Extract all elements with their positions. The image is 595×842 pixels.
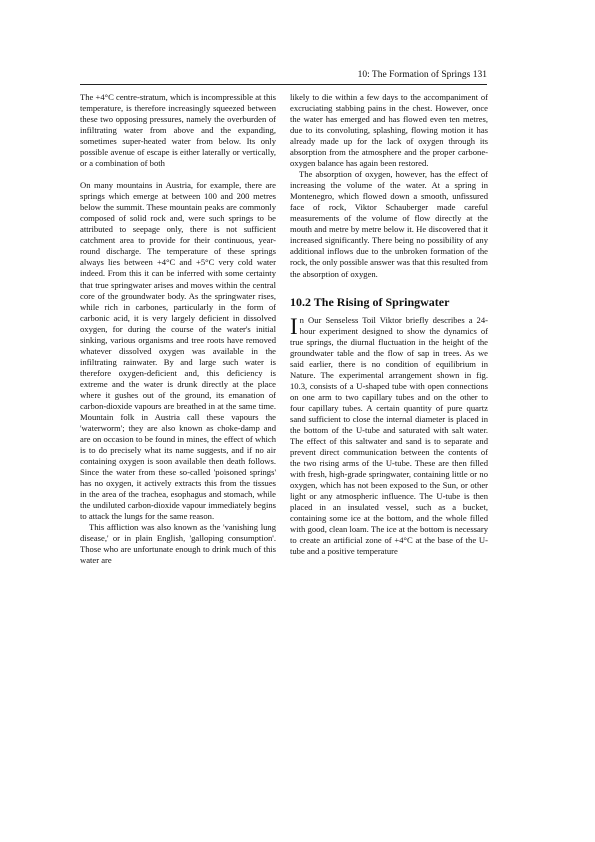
running-header-text: 10: The Formation of Springs 131: [357, 70, 487, 80]
paragraph: The absorption of oxygen, however, has the effect of increasing the volume of the water. At a spring in Montenegro, which flowed down a smooth, unfissured face of rock, Viktor Schauberger made careful measurements of the volume of flow directly at the mouth and metre by metre below it. He discovered that it increased significantly. There being no possibility of any additional inflows due to the unbroken formation of the rock, the only possible answer was that this resulted from the absorption of oxygen.: [290, 169, 488, 279]
paragraph: This affliction was also known as the 'vanishing lung disease,' or in plain English, 'galloping consumption'. Those who are unfortunate enough to drink much of this water are: [80, 522, 276, 566]
paragraph: likely to die within a few days to the accompaniment of excruciating stabbing pains in the chest. However, once the water has emerged and has flowed even ten metres, due to its convoluting, splashing, flowing motion it has already made up for the lack of oxygen through its absorption from the atmosphere and the proper carbone-oxygen balance has again been restored.: [290, 92, 488, 169]
paragraph-spacer: [80, 169, 276, 180]
running-header: [80, 69, 487, 83]
section-spacer: [290, 280, 488, 295]
section-heading: 10.2 The Rising of Springwater: [290, 294, 450, 309]
header-rule: [80, 84, 487, 85]
right-column: [290, 92, 488, 557]
section-first-paragraph: [290, 315, 488, 558]
paragraph: The +4°C centre-stratum, which is incompressible at this temperature, is therefore increasingly squeezed between these two opposing pressures, namely the overburden of infiltrating water from above and the expanding, sometimes super-heated water from below. Its only possible avenue of escape is either laterally or vertically, or a combination of both: [80, 92, 276, 169]
left-column: [80, 92, 276, 566]
drop-cap: I: [290, 313, 298, 339]
paragraph-text: n Our Senseless Toil Viktor briefly describes a 24-hour experiment designed to show the dynamics of true springs, the diurnal fluctuation in the height of the groundwater table and the flow of sap in trees. As we said earlier, there is no condition of equilibrium in Nature. The experimental arrangement shown in fig. 10.3, consists of a U-shaped tube with open connections on one arm to two capillary tubes and on the other to four capillary tubes. A certain quantity of pure quartz sand sufficient to close the internal diameter is placed in the bottom of the U-tube and saturated with salt water. The effect of this saltwater and sand is to separate and prevent direct communication between the contents of the two rising arms of the U-tube. These are then filled with fresh, high-grade springwater, containing little or no oxygen, which has not been exposed to the Sun, or other light or any atmospheric influence. The U-tube is then placed in an insulated vessel, such as a bucket, containing some ice at the bottom, and the whole filled with good, clean loam. The ice at the bottom is necessary to create an artificial zone of +4°C at the base of the U-tube and a positive temperature: [290, 314, 488, 557]
paragraph: On many mountains in Austria, for example, there are springs which emerge at between 100 and 200 metres below the summit. These mountain peaks are commonly composed of solid rock and, were such springs to be attributed to seepage only, there is not sufficient catchment area to provide for their continuous, year-round discharge. The temperature of these springs always lies between +4°C and +5°C very cold water indeed. From this it can be inferred with some certainty that true springwater arises and moves within the central core of the groundwater body. As the springwater rises, while rich in carbones, particularly in the form of carbonic acid, it is very largely deficient in dissolved oxygen, for during the course of the water's initial sinking, various organisms and tree roots have removed whatever dissolved oxygen was available in the infiltrating rainwater. By and large such water is therefore oxygen-deficient and, this deficiency is extreme and the water is drunk directly at the place where it gushes out of the ground, its emanation of carbon-dioxide vapours are breathed in at the same time. Mountain folk in Austria call these vapours the 'waterworm'; they are also known as choke-damp and are on occasion to be found in mines, the effect of which is to do precisely what its name suggests, and if no air containing oxygen is soon available then death follows. Since the water from these so-called 'poisoned springs' has no oxygen, it actively extracts this from the tissues in the area of the trachea, esophagus and stomach, while the undiluted carbon-dioxide vapour immediately begins to attack the lungs for the same reason.: [80, 180, 276, 522]
